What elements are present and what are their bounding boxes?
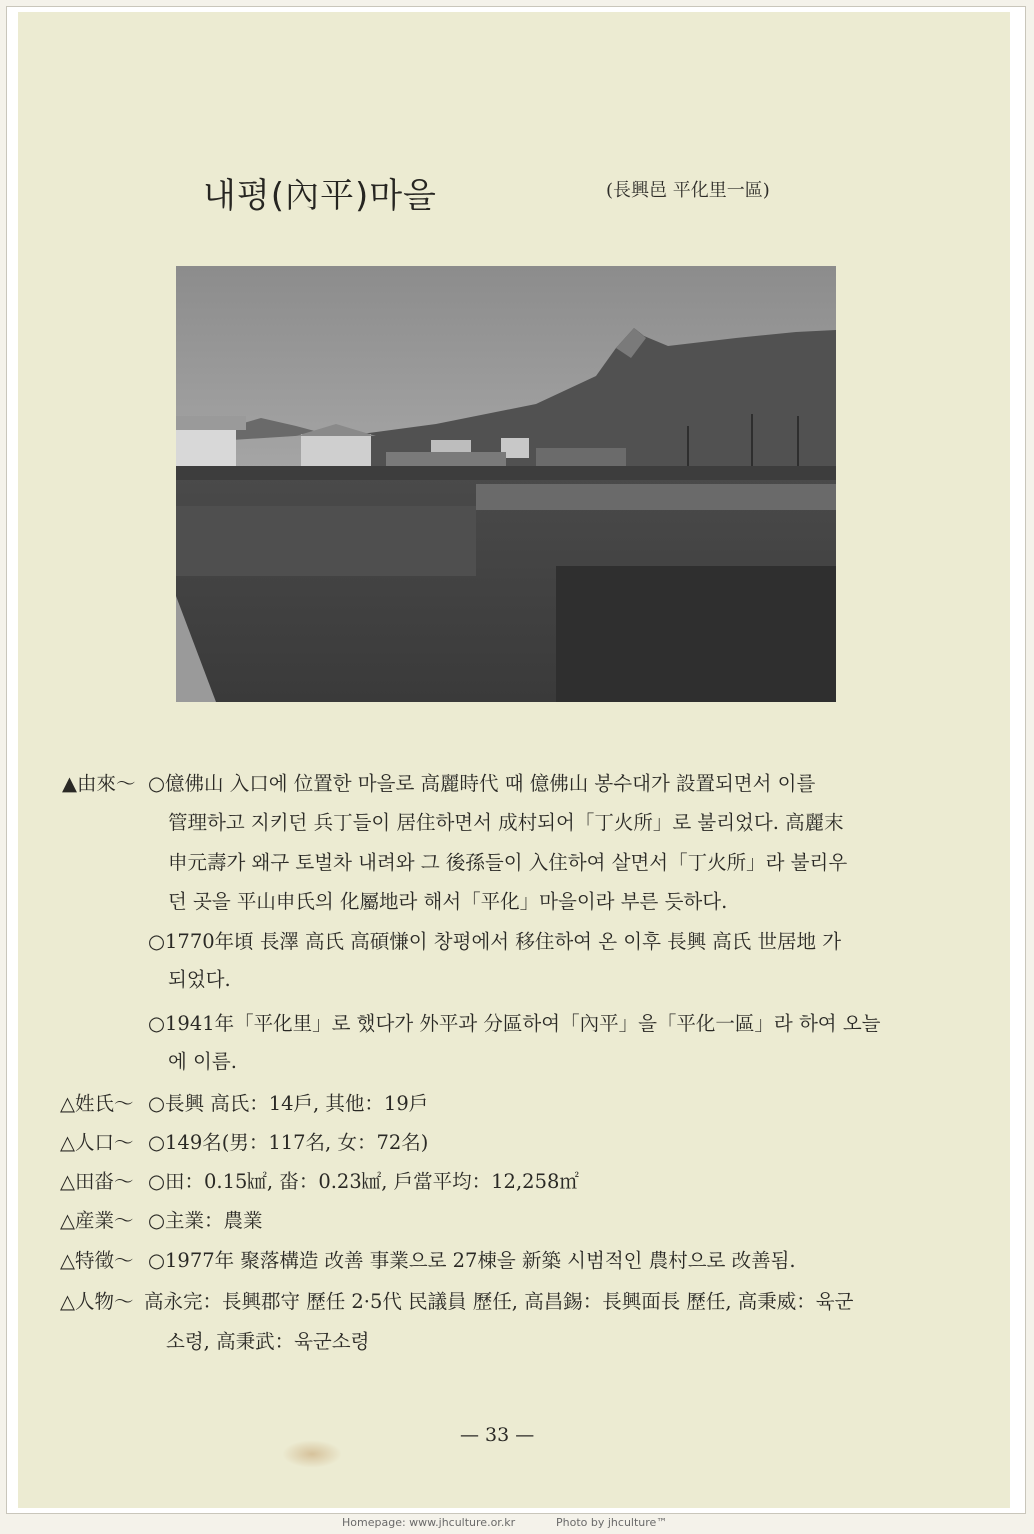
origin-line-8: 에 이름. [168,1050,237,1073]
population-text: ○149名(男：117名, 女：72名) [148,1131,429,1154]
origin-line-5: ○1770年頃 長澤 高氏 高碩慊이 창평에서 移住하여 온 이후 長興 高氏 世居地 가 [148,930,842,953]
origin-label: ▲由來～ [62,772,136,795]
farmland-text: ○田：0.15㎢, 畓：0.23㎢, 戶當平均：12,258㎡ [148,1170,579,1193]
feature-label: △特徵～ [60,1249,134,1272]
population-label: △人口～ [60,1131,134,1154]
origin-line-1: ○億佛山 入口에 位置한 마을로 高麗時代 때 億佛山 봉수대가 設置되면서 이를 [148,772,816,795]
people-label: △人物～ [60,1290,134,1313]
origin-line-4: 던 곳을 平山申氏의 化屬地라 해서「平化」마을이라 부른 듯하다. [168,890,728,913]
origin-line-7: ○1941年「平化里」로 했다가 外平과 分區하여「內平」을「平化一區」라 하여 오늘 [148,1012,881,1035]
location-subtitle: (長興邑 平化里一區) [606,180,770,201]
farmland-label: △田畓～ [60,1170,134,1193]
surname-text: ○長興 高氏：14戶, 其他：19戶 [148,1092,429,1115]
footer-homepage: Homepage: www.jhculture.or.kr [342,1516,516,1529]
origin-line-2: 管理하고 지키던 兵丁들이 居住하면서 成村되어「丁火所」로 불리었다. 高麗末 [168,811,844,834]
origin-line-3: 申元壽가 왜구 토벌차 내려와 그 後孫들이 入住하여 살면서「丁火所」라 불리우 [168,851,848,874]
origin-line-6: 되었다. [168,968,231,991]
footer-photo-credit: Photo by jhculture™ [556,1516,668,1529]
people-line-1: 高永完：長興郡守 歷任 2·5代 民議員 歷任, 高昌錫：長興面長 歷任, 高秉威：육군 [144,1290,854,1313]
page-number: — 33 — [460,1424,535,1446]
industry-label: △産業～ [60,1209,134,1232]
paper-stain [282,1440,342,1468]
surname-label: △姓氏～ [60,1092,134,1115]
industry-text: ○主業：農業 [148,1209,263,1232]
feature-text: ○1977年 聚落構造 改善 事業으로 27棟을 新築 시범적인 農村으로 改善됨. [148,1249,796,1272]
page-title: 내평(內平)마을 [203,176,437,216]
people-line-2: 소령, 高秉武：육군소령 [166,1330,370,1353]
